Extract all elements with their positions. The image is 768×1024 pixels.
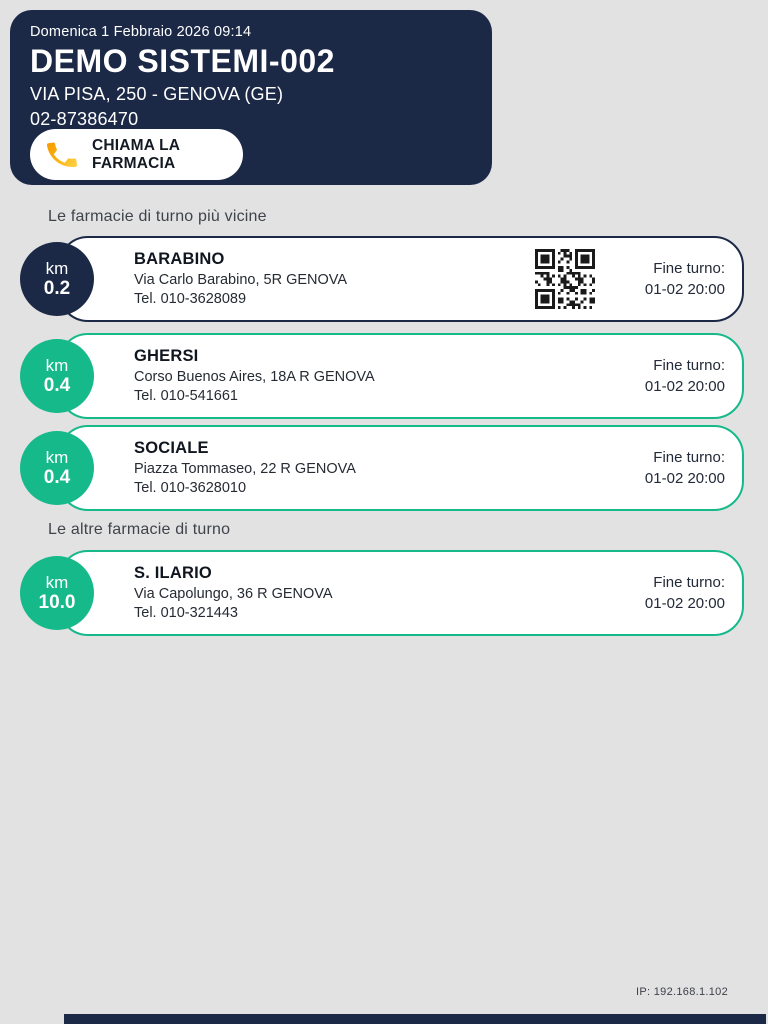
distance-badge [20, 339, 94, 413]
pharmacy-name: GHERSI [134, 346, 199, 365]
pharmacy-name: SOCIALE [134, 438, 209, 457]
shift-end-time: 01-02 20:00 [644, 281, 725, 298]
phone-icon [44, 137, 80, 173]
km-unit-label: km [45, 447, 69, 467]
pharmacy-info [134, 563, 645, 623]
pharmacy-card-sociale [20, 425, 744, 511]
km-value: 0.2 [43, 277, 71, 299]
pharmacy-address: VIA PISA, 250 - GENOVA (GE) [30, 84, 284, 104]
call-button-label: CHIAMA LA FARMACIA [92, 136, 181, 172]
pharmacy-name-title: DEMO SISTEMI-002 [30, 43, 335, 79]
pharmacy-tel: Tel. 010-541661 [134, 387, 238, 404]
section-title-nearest: Le farmacie di turno più vicine [48, 208, 267, 225]
pharmacy-address: Piazza Tommaseo, 22 R GENOVA [134, 460, 356, 477]
pharmacy-info [134, 346, 645, 406]
ip-address-label: IP: 192.168.1.102 [636, 986, 728, 998]
pharmacy-card-barabino [20, 236, 744, 322]
km-unit-label: km [45, 258, 69, 278]
shift-end-info [645, 447, 725, 489]
shift-end-time: 01-02 20:00 [644, 470, 725, 487]
shift-end-label: Fine turno: [653, 357, 725, 374]
pharmacy-name: BARABINO [134, 249, 225, 268]
qr-code [535, 249, 595, 309]
pharmacy-header-card [10, 10, 492, 185]
pharmacy-address: Via Carlo Barabino, 5R GENOVA [134, 271, 348, 288]
km-value: 10.0 [38, 591, 76, 613]
km-unit-label: km [45, 355, 69, 375]
shift-end-label: Fine turno: [653, 260, 725, 277]
pharmacy-card-s-ilario [20, 550, 744, 636]
pharmacy-name: S. ILARIO [134, 563, 212, 582]
pharmacy-tel: Tel. 010-321443 [134, 604, 238, 621]
distance-badge [20, 556, 94, 630]
distance-badge [20, 242, 94, 316]
shift-end-info [645, 572, 725, 614]
distance-badge [20, 431, 94, 505]
call-pharmacy-button[interactable] [30, 129, 243, 180]
shift-end-time: 01-02 20:00 [644, 378, 725, 395]
pharmacy-info [134, 438, 645, 498]
shift-end-info [645, 355, 725, 397]
section-title-others: Le altre farmacie di turno [48, 521, 231, 538]
pharmacy-info [134, 249, 535, 309]
bottom-bar [64, 1014, 766, 1024]
shift-end-info [645, 258, 725, 300]
pharmacy-card-ghersi [20, 333, 744, 419]
km-value: 0.4 [43, 374, 71, 396]
shift-end-label: Fine turno: [653, 574, 725, 591]
pharmacy-tel: Tel. 010-3628089 [134, 290, 247, 307]
pharmacy-address: Corso Buenos Aires, 18A R GENOVA [134, 368, 375, 385]
datetime-text: Domenica 1 Febbraio 2026 09:14 [30, 24, 252, 40]
shift-end-time: 01-02 20:00 [644, 595, 725, 612]
pharmacy-phone-number: 02-87386470 [30, 109, 139, 129]
pharmacy-tel: Tel. 010-3628010 [134, 479, 247, 496]
km-unit-label: km [45, 572, 69, 592]
km-value: 0.4 [43, 466, 71, 488]
shift-end-label: Fine turno: [653, 449, 725, 466]
pharmacy-address: Via Capolungo, 36 R GENOVA [134, 585, 333, 602]
